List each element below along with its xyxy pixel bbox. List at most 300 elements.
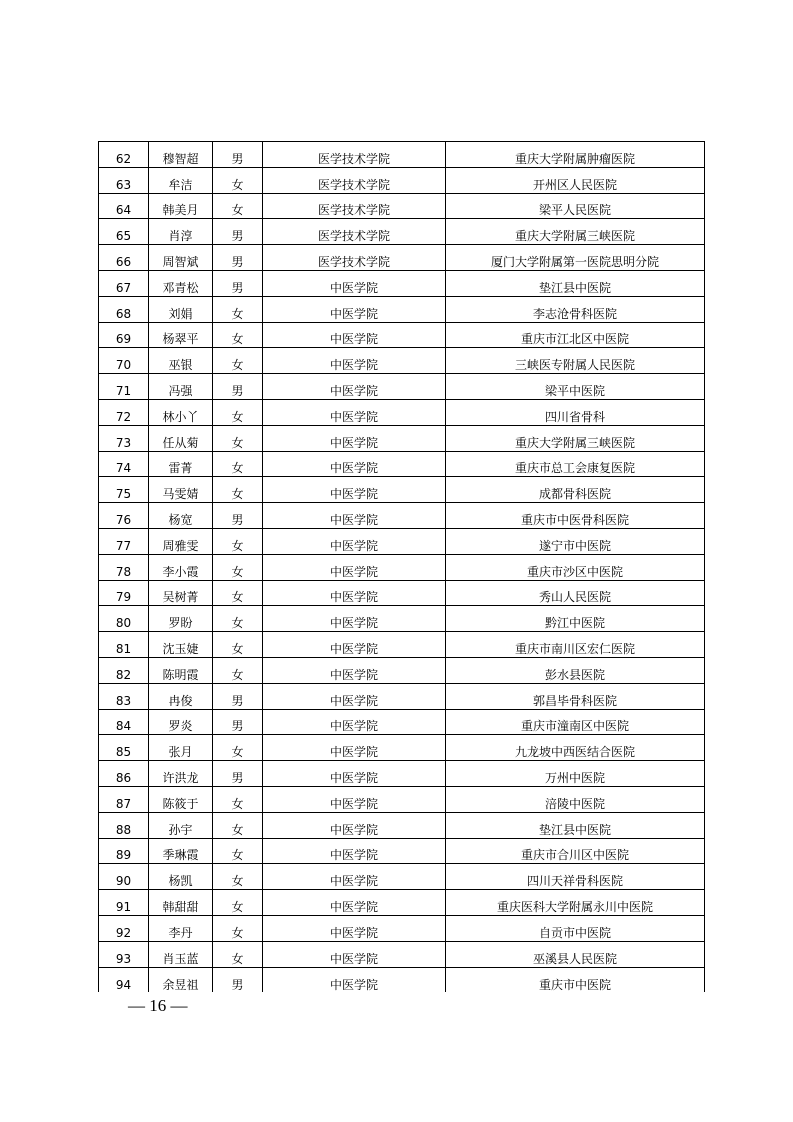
student-name: 季琳霞 xyxy=(162,848,199,863)
student-name: 林小丫 xyxy=(162,409,199,424)
student-sex-cell xyxy=(213,890,263,916)
student-sex-cell xyxy=(213,683,263,709)
hospital-name: 秀山人民医院 xyxy=(538,590,611,605)
table-row xyxy=(99,142,705,168)
table-row xyxy=(99,761,705,787)
student-name-cell xyxy=(149,812,213,838)
hospital-name-cell xyxy=(446,709,705,735)
college-name-cell xyxy=(263,941,446,967)
row-number: 85 xyxy=(115,745,132,760)
college-name: 中医学院 xyxy=(329,487,378,502)
college-name: 中医学院 xyxy=(329,641,378,656)
student-name: 罗盼 xyxy=(168,616,193,631)
student-name-cell xyxy=(149,322,213,348)
student-name: 杨宽 xyxy=(168,512,193,527)
student-name: 周智斌 xyxy=(162,254,199,269)
student-sex: 女 xyxy=(231,874,244,889)
student-name-cell xyxy=(149,967,213,992)
hospital-name-cell xyxy=(446,322,705,348)
hospital-name: 重庆市潼南区中医院 xyxy=(520,719,629,734)
student-sex: 男 xyxy=(231,719,244,734)
row-number-cell xyxy=(99,167,149,193)
hospital-name: 成都骨科医院 xyxy=(538,487,611,502)
student-name: 韩美月 xyxy=(162,203,199,218)
college-name-cell xyxy=(263,245,446,271)
page-number: — 16 — xyxy=(128,996,188,1015)
student-name-cell xyxy=(149,632,213,658)
row-number-cell xyxy=(99,142,149,168)
row-number-cell xyxy=(99,632,149,658)
college-name: 中医学院 xyxy=(329,822,378,837)
table-row xyxy=(99,270,705,296)
table-row xyxy=(99,915,705,941)
student-name: 牟洁 xyxy=(168,177,193,192)
table-row xyxy=(99,606,705,632)
student-name: 杨凯 xyxy=(168,874,193,889)
student-sex: 男 xyxy=(231,229,244,244)
table-row xyxy=(99,528,705,554)
hospital-name: 涪陵中医院 xyxy=(544,796,605,811)
student-sex-cell xyxy=(213,838,263,864)
row-number: 66 xyxy=(115,254,132,269)
college-name: 中医学院 xyxy=(329,512,378,527)
table-row xyxy=(99,941,705,967)
hospital-name-cell xyxy=(446,528,705,554)
student-name-cell xyxy=(149,528,213,554)
hospital-name: 开州区人民医院 xyxy=(532,177,617,192)
row-number: 77 xyxy=(115,538,132,553)
student-sex: 女 xyxy=(231,848,244,863)
student-name-cell xyxy=(149,890,213,916)
college-name: 中医学院 xyxy=(329,332,378,347)
student-name: 陈筱于 xyxy=(162,796,199,811)
table-row xyxy=(99,735,705,761)
college-name: 中医学院 xyxy=(329,745,378,760)
student-sex: 男 xyxy=(231,978,244,993)
hospital-name: 重庆市中医骨科医院 xyxy=(520,512,629,527)
row-number-cell xyxy=(99,890,149,916)
student-name: 穆智超 xyxy=(162,151,199,166)
hospital-name-cell xyxy=(446,864,705,890)
row-number-cell xyxy=(99,580,149,606)
table-row xyxy=(99,786,705,812)
college-name: 中医学院 xyxy=(329,306,378,321)
college-name-cell xyxy=(263,683,446,709)
college-name-cell xyxy=(263,270,446,296)
row-number-cell xyxy=(99,735,149,761)
hospital-name: 重庆市中医院 xyxy=(538,978,611,993)
student-sex-cell xyxy=(213,193,263,219)
row-number-cell xyxy=(99,838,149,864)
student-name-cell xyxy=(149,503,213,529)
hospital-name-cell xyxy=(446,812,705,838)
hospital-name-cell xyxy=(446,735,705,761)
hospital-name-cell xyxy=(446,348,705,374)
row-number: 83 xyxy=(115,693,132,708)
college-name-cell xyxy=(263,786,446,812)
row-number-cell xyxy=(99,786,149,812)
table-row xyxy=(99,580,705,606)
table-row xyxy=(99,348,705,374)
hospital-name-cell xyxy=(446,554,705,580)
student-sex-cell xyxy=(213,606,263,632)
student-name-cell xyxy=(149,761,213,787)
hospital-name-cell xyxy=(446,890,705,916)
student-name: 肖玉蓝 xyxy=(162,951,199,966)
hospital-name: 梁平中医院 xyxy=(544,383,605,398)
student-name-cell xyxy=(149,683,213,709)
student-sex: 女 xyxy=(231,564,244,579)
student-name-cell xyxy=(149,270,213,296)
student-sex: 女 xyxy=(231,538,244,553)
row-number-cell xyxy=(99,864,149,890)
college-name: 中医学院 xyxy=(329,693,378,708)
table-row xyxy=(99,399,705,425)
college-name: 中医学院 xyxy=(329,383,378,398)
hospital-name: 重庆市沙区中医院 xyxy=(526,564,623,579)
student-sex: 男 xyxy=(231,151,244,166)
student-sex: 女 xyxy=(231,822,244,837)
hospital-name-cell xyxy=(446,193,705,219)
student-sex: 女 xyxy=(231,667,244,682)
student-sex-cell xyxy=(213,735,263,761)
student-name-cell xyxy=(149,477,213,503)
row-number: 93 xyxy=(115,951,132,966)
student-sex: 男 xyxy=(231,280,244,295)
college-name-cell xyxy=(263,374,446,400)
row-number-cell xyxy=(99,219,149,245)
table-row xyxy=(99,374,705,400)
student-sex-cell xyxy=(213,528,263,554)
college-name: 中医学院 xyxy=(329,538,378,553)
hospital-name: 重庆大学附属三峡医院 xyxy=(514,229,635,244)
student-sex: 女 xyxy=(231,203,244,218)
student-sex-cell xyxy=(213,270,263,296)
row-number-cell xyxy=(99,941,149,967)
college-name-cell xyxy=(263,735,446,761)
student-sex: 女 xyxy=(231,461,244,476)
hospital-name: 黔江中医院 xyxy=(544,616,605,631)
college-name: 医学技术学院 xyxy=(317,254,390,269)
college-name: 中医学院 xyxy=(329,874,378,889)
hospital-name-cell xyxy=(446,941,705,967)
row-number-cell xyxy=(99,967,149,992)
student-sex: 女 xyxy=(231,951,244,966)
row-number: 69 xyxy=(115,332,132,347)
row-number: 91 xyxy=(115,899,132,914)
hospital-name-cell xyxy=(446,270,705,296)
hospital-name-cell xyxy=(446,399,705,425)
student-name-cell xyxy=(149,554,213,580)
college-name-cell xyxy=(263,193,446,219)
student-name: 马雯婧 xyxy=(162,487,199,502)
row-number: 70 xyxy=(115,358,132,373)
student-sex: 女 xyxy=(231,616,244,631)
student-name-cell xyxy=(149,864,213,890)
row-number: 90 xyxy=(115,874,132,889)
student-sex-cell xyxy=(213,219,263,245)
college-name: 中医学院 xyxy=(329,796,378,811)
hospital-name-cell xyxy=(446,374,705,400)
student-name: 许洪龙 xyxy=(162,770,199,785)
table-row xyxy=(99,967,705,992)
student-sex: 男 xyxy=(231,770,244,785)
college-name: 中医学院 xyxy=(329,848,378,863)
college-name-cell xyxy=(263,761,446,787)
college-name: 中医学院 xyxy=(329,925,378,940)
row-number: 75 xyxy=(115,487,132,502)
student-sex-cell xyxy=(213,374,263,400)
student-sex-cell xyxy=(213,322,263,348)
student-name-cell xyxy=(149,838,213,864)
hospital-name-cell xyxy=(446,477,705,503)
hospital-name-cell xyxy=(446,967,705,992)
student-sex: 男 xyxy=(231,254,244,269)
college-name: 中医学院 xyxy=(329,358,378,373)
student-sex-cell xyxy=(213,812,263,838)
student-sex: 男 xyxy=(231,693,244,708)
college-name-cell xyxy=(263,322,446,348)
college-name-cell xyxy=(263,580,446,606)
college-name-cell xyxy=(263,890,446,916)
row-number: 81 xyxy=(115,641,132,656)
table-row xyxy=(99,657,705,683)
row-number-cell xyxy=(99,554,149,580)
hospital-name-cell xyxy=(446,245,705,271)
college-name-cell xyxy=(263,554,446,580)
hospital-name: 重庆市总工会康复医院 xyxy=(514,461,635,476)
student-sex-cell xyxy=(213,451,263,477)
row-number-cell xyxy=(99,606,149,632)
student-name: 肖淳 xyxy=(168,229,193,244)
hospital-name: 重庆市江北区中医院 xyxy=(520,332,629,347)
student-name: 邓青松 xyxy=(162,280,199,295)
student-sex-cell xyxy=(213,399,263,425)
student-sex: 女 xyxy=(231,641,244,656)
hospital-name: 巫溪县人民医院 xyxy=(532,951,617,966)
row-number-cell xyxy=(99,348,149,374)
student-name-cell xyxy=(149,142,213,168)
college-name-cell xyxy=(263,528,446,554)
table-row xyxy=(99,167,705,193)
college-name-cell xyxy=(263,864,446,890)
college-name-cell xyxy=(263,167,446,193)
hospital-name: 重庆医科大学附属永川中医院 xyxy=(496,899,653,914)
college-name-cell xyxy=(263,348,446,374)
student-sex-cell xyxy=(213,348,263,374)
student-name-cell xyxy=(149,374,213,400)
hospital-name: 郭昌毕骨科医院 xyxy=(532,693,617,708)
student-name: 刘娟 xyxy=(168,306,193,321)
hospital-name: 九龙坡中西医结合医院 xyxy=(514,745,635,760)
row-number: 73 xyxy=(115,435,132,450)
row-number-cell xyxy=(99,322,149,348)
row-number: 63 xyxy=(115,177,132,192)
roster-table xyxy=(98,141,705,992)
student-name-cell xyxy=(149,219,213,245)
hospital-name-cell xyxy=(446,657,705,683)
hospital-name: 重庆大学附属肿瘤医院 xyxy=(514,151,635,166)
student-sex-cell xyxy=(213,761,263,787)
college-name-cell xyxy=(263,451,446,477)
hospital-name: 自贡市中医院 xyxy=(538,925,611,940)
college-name: 中医学院 xyxy=(329,409,378,424)
student-sex-cell xyxy=(213,580,263,606)
table-row xyxy=(99,193,705,219)
college-name-cell xyxy=(263,915,446,941)
student-sex-cell xyxy=(213,864,263,890)
student-name-cell xyxy=(149,657,213,683)
college-name: 医学技术学院 xyxy=(317,229,390,244)
college-name-cell xyxy=(263,838,446,864)
college-name-cell xyxy=(263,477,446,503)
hospital-name-cell xyxy=(446,606,705,632)
student-name: 吴树菁 xyxy=(162,590,199,605)
college-name: 中医学院 xyxy=(329,770,378,785)
hospital-name: 四川天祥骨科医院 xyxy=(526,874,623,889)
student-sex-cell xyxy=(213,296,263,322)
table-row xyxy=(99,322,705,348)
hospital-name: 万州中医院 xyxy=(544,770,605,785)
student-name-cell xyxy=(149,193,213,219)
table-row xyxy=(99,683,705,709)
row-number-cell xyxy=(99,683,149,709)
table-row xyxy=(99,812,705,838)
hospital-name-cell xyxy=(446,296,705,322)
hospital-name-cell xyxy=(446,142,705,168)
college-name-cell xyxy=(263,657,446,683)
row-number-cell xyxy=(99,451,149,477)
row-number: 78 xyxy=(115,564,132,579)
hospital-name: 梁平人民医院 xyxy=(538,203,611,218)
hospital-name-cell xyxy=(446,786,705,812)
student-name-cell xyxy=(149,580,213,606)
hospital-name: 三峡医专附属人民医院 xyxy=(514,358,635,373)
row-number: 62 xyxy=(115,151,132,166)
college-name-cell xyxy=(263,142,446,168)
college-name: 中医学院 xyxy=(329,667,378,682)
college-name-cell xyxy=(263,296,446,322)
student-name: 张月 xyxy=(168,745,193,760)
student-name: 雷菁 xyxy=(168,461,193,476)
student-name: 韩甜甜 xyxy=(162,899,199,914)
row-number: 67 xyxy=(115,280,132,295)
row-number-cell xyxy=(99,296,149,322)
row-number: 88 xyxy=(115,822,132,837)
college-name: 中医学院 xyxy=(329,616,378,631)
student-sex-cell xyxy=(213,941,263,967)
student-sex-cell xyxy=(213,554,263,580)
student-name-cell xyxy=(149,735,213,761)
roster-table-body xyxy=(99,142,705,993)
student-name: 余昱祖 xyxy=(162,978,199,993)
student-name-cell xyxy=(149,606,213,632)
row-number-cell xyxy=(99,915,149,941)
student-sex: 女 xyxy=(231,306,244,321)
row-number-cell xyxy=(99,812,149,838)
student-sex-cell xyxy=(213,915,263,941)
college-name: 中医学院 xyxy=(329,899,378,914)
hospital-name: 厦门大学附属第一医院思明分院 xyxy=(490,254,659,269)
student-name: 李丹 xyxy=(168,925,193,940)
hospital-name-cell xyxy=(446,451,705,477)
college-name: 医学技术学院 xyxy=(317,151,390,166)
hospital-name: 重庆市南川区宏仁医院 xyxy=(514,641,635,656)
hospital-name-cell xyxy=(446,425,705,451)
student-name-cell xyxy=(149,915,213,941)
table-row xyxy=(99,890,705,916)
hospital-name: 重庆市合川区中医院 xyxy=(520,848,629,863)
hospital-name: 李志沧骨科医院 xyxy=(532,306,617,321)
row-number-cell xyxy=(99,761,149,787)
student-name-cell xyxy=(149,709,213,735)
student-sex-cell xyxy=(213,477,263,503)
college-name-cell xyxy=(263,967,446,992)
college-name: 医学技术学院 xyxy=(317,177,390,192)
student-sex: 女 xyxy=(231,487,244,502)
college-name-cell xyxy=(263,709,446,735)
student-sex-cell xyxy=(213,967,263,992)
student-sex: 女 xyxy=(231,435,244,450)
table-row xyxy=(99,503,705,529)
student-name-cell xyxy=(149,786,213,812)
row-number-cell xyxy=(99,399,149,425)
college-name: 中医学院 xyxy=(329,461,378,476)
row-number: 94 xyxy=(115,978,132,993)
table-row xyxy=(99,477,705,503)
student-name: 冯强 xyxy=(168,383,193,398)
student-sex-cell xyxy=(213,632,263,658)
table-row xyxy=(99,632,705,658)
row-number: 80 xyxy=(115,616,132,631)
student-sex: 男 xyxy=(231,383,244,398)
table-row xyxy=(99,245,705,271)
student-sex-cell xyxy=(213,245,263,271)
table-row xyxy=(99,296,705,322)
row-number: 82 xyxy=(115,667,132,682)
row-number-cell xyxy=(99,374,149,400)
hospital-name-cell xyxy=(446,219,705,245)
student-name: 任从菊 xyxy=(162,435,199,450)
student-sex-cell xyxy=(213,786,263,812)
row-number: 71 xyxy=(115,383,132,398)
student-sex: 女 xyxy=(231,796,244,811)
hospital-name-cell xyxy=(446,915,705,941)
college-name: 中医学院 xyxy=(329,951,378,966)
student-name: 冉俊 xyxy=(168,693,193,708)
hospital-name-cell xyxy=(446,683,705,709)
student-name: 陈明霞 xyxy=(162,667,199,682)
row-number: 68 xyxy=(115,306,132,321)
row-number: 72 xyxy=(115,409,132,424)
hospital-name-cell xyxy=(446,503,705,529)
hospital-name-cell xyxy=(446,761,705,787)
row-number-cell xyxy=(99,657,149,683)
student-name-cell xyxy=(149,425,213,451)
row-number-cell xyxy=(99,245,149,271)
row-number: 76 xyxy=(115,512,132,527)
student-name-cell xyxy=(149,348,213,374)
student-sex-cell xyxy=(213,167,263,193)
college-name: 中医学院 xyxy=(329,978,378,993)
row-number: 92 xyxy=(115,925,132,940)
student-name: 李小霞 xyxy=(162,564,199,579)
table-row xyxy=(99,425,705,451)
hospital-name: 遂宁市中医院 xyxy=(538,538,611,553)
student-sex: 女 xyxy=(231,925,244,940)
hospital-name-cell xyxy=(446,838,705,864)
row-number: 74 xyxy=(115,461,132,476)
